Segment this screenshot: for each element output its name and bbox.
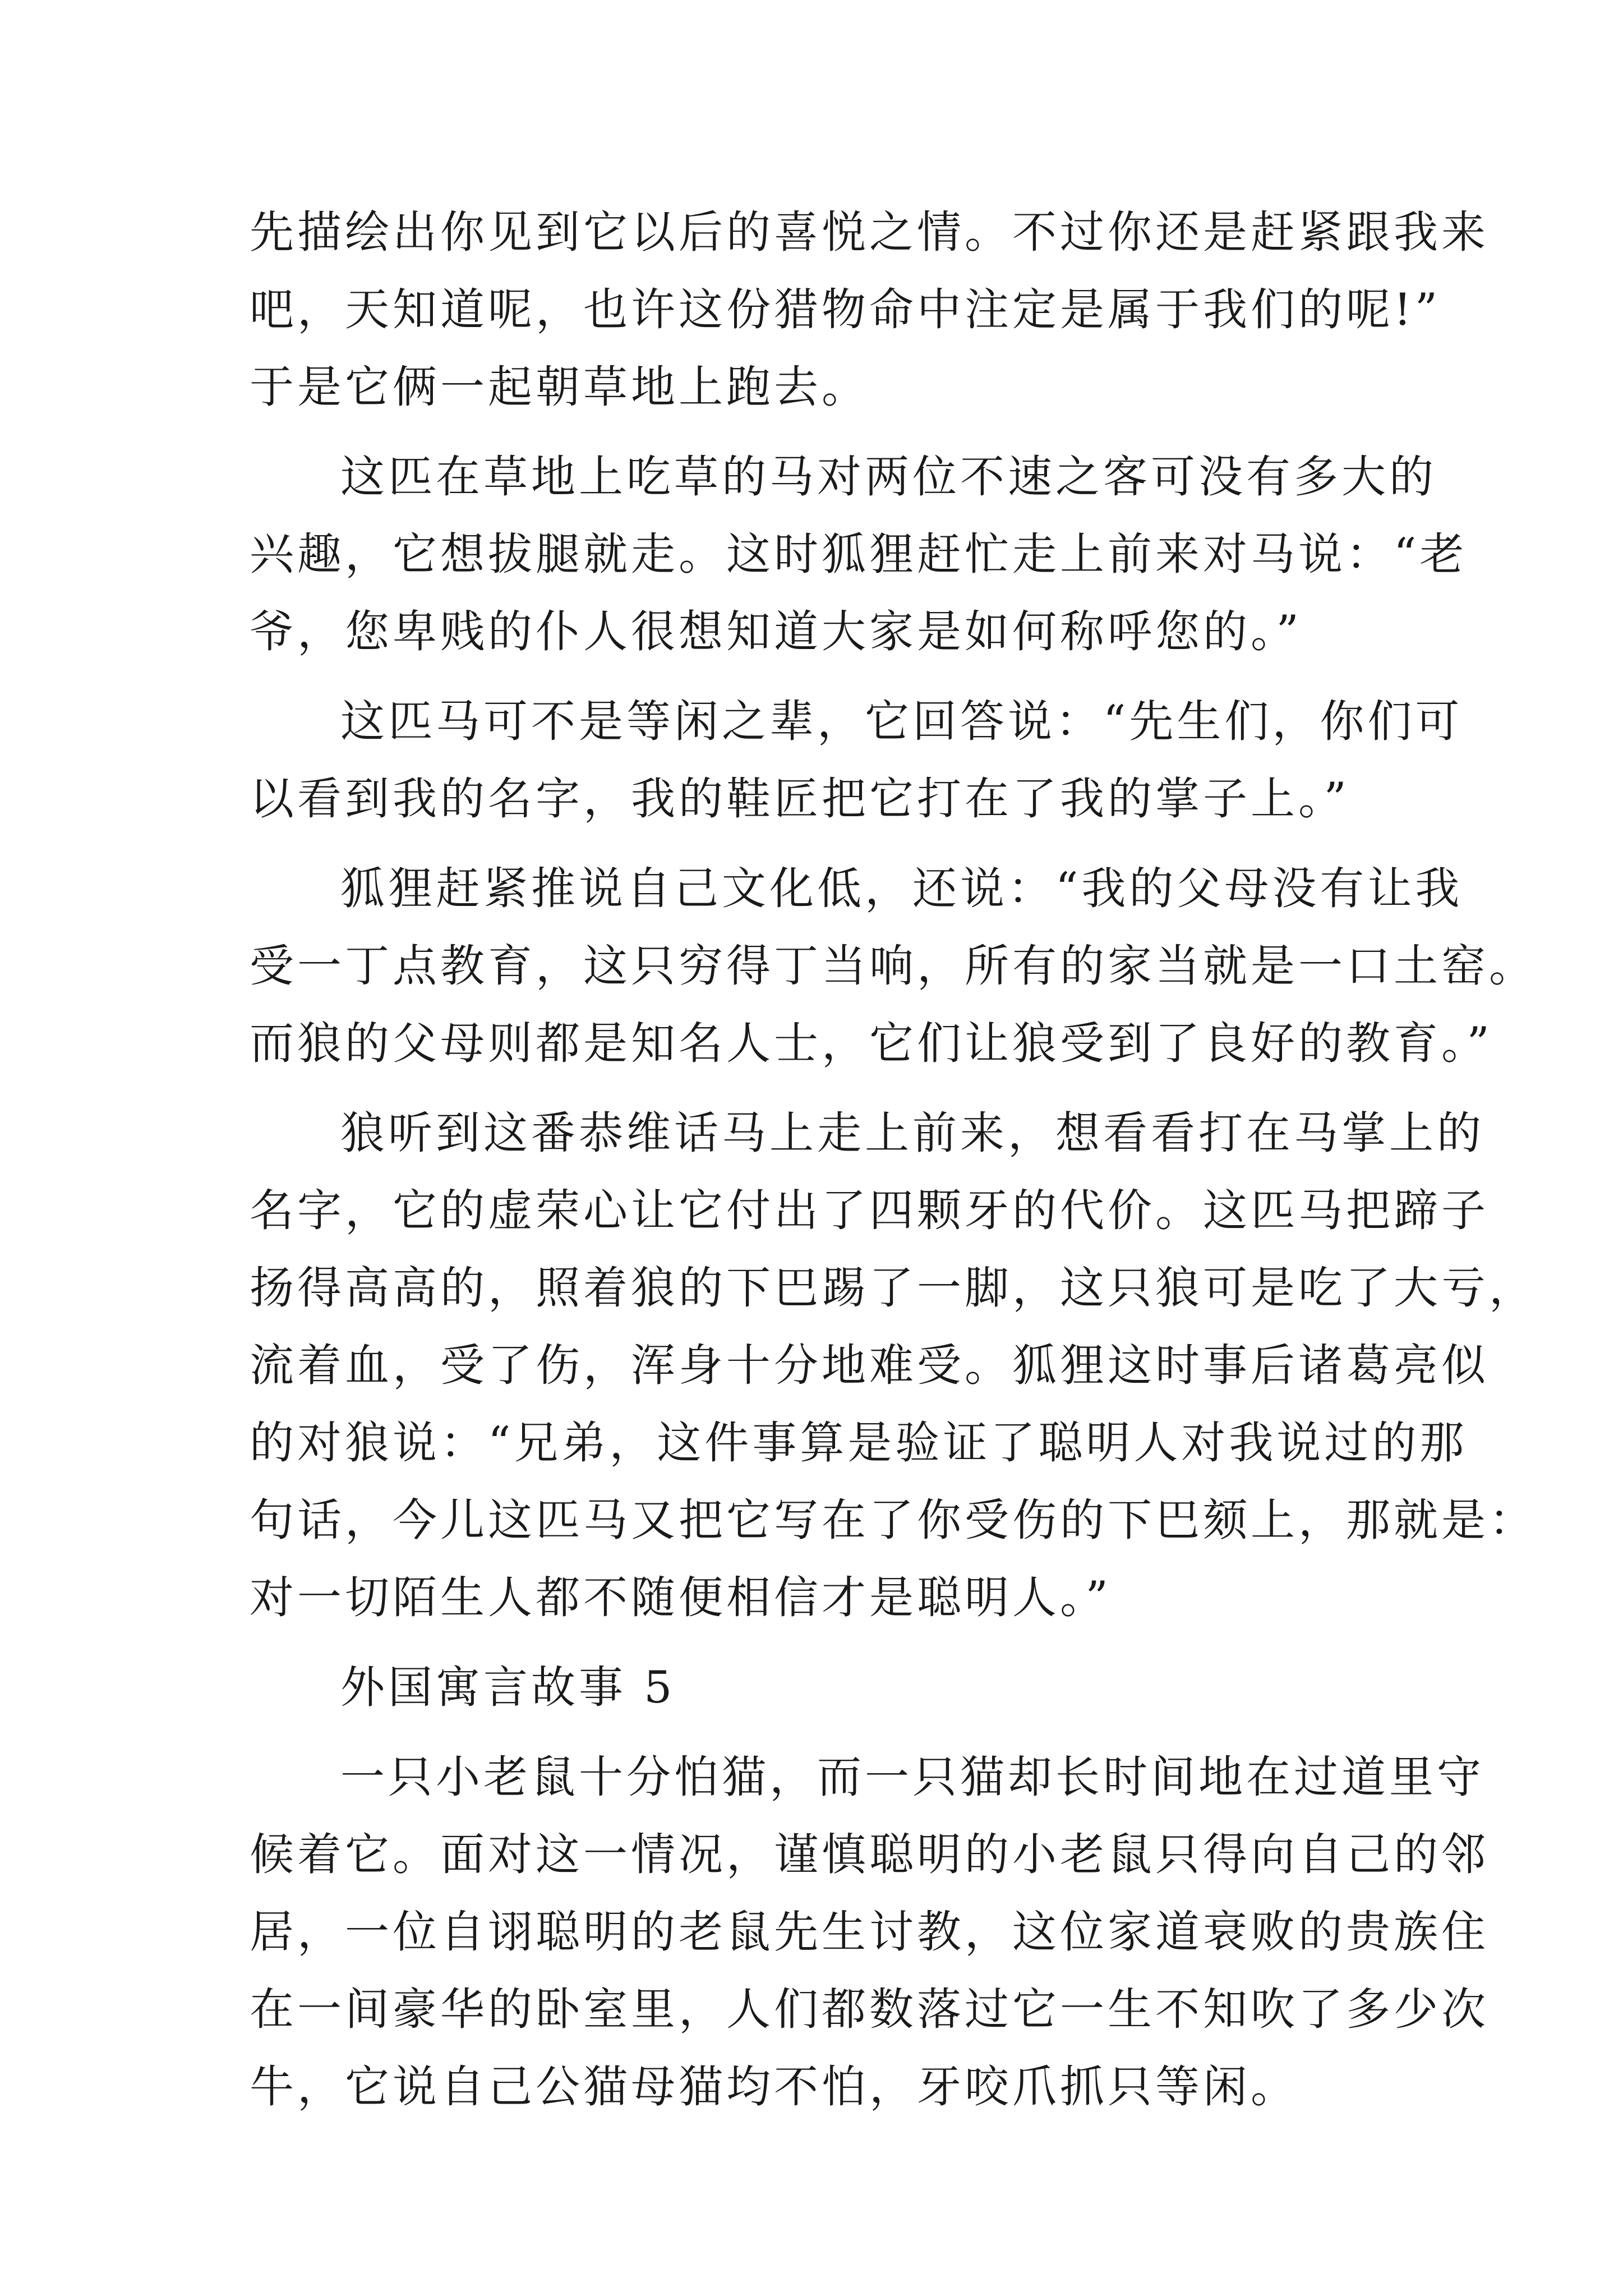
text-line: 爷，您卑贱的仆人很想知道大家是如何称呼您的。” <box>250 606 1302 657</box>
text-line: 候着它。面对这一情况，谨慎聪明的小老鼠只得向自己的邻 <box>250 1829 1489 1880</box>
paragraph-first-line: 这匹马可不是等闲之辈，它回答说：“先生们，你们可 <box>340 696 1463 747</box>
text-line: 名字，它的虚荣心让它付出了四颗牙的代价。这匹马把蹄子 <box>250 1185 1489 1236</box>
text-line: 兴趣，它想拔腿就走。这时狐狸赶忙走上前来对马说：“老 <box>250 528 1468 580</box>
text-line: 在一间豪华的卧室里，人们都数落过它一生不知吹了多少次 <box>250 1984 1489 2035</box>
text-line: 而狼的父母则都是知名人士，它们让狼受到了良好的教育。” <box>250 1018 1493 1069</box>
text-line: 扬得高高的，照着狼的下巴踢了一脚，这只狼可是吃了大亏， <box>250 1262 1537 1314</box>
text-line: 先描绘出你见到它以后的喜悦之情。不过你还是赶紧跟我来 <box>250 206 1489 258</box>
paragraph-first-line: 狼听到这番恭维话马上走上前来，想看看打在马掌上的 <box>340 1107 1484 1159</box>
text-line: 受一丁点教育，这只穷得丁当响，所有的家当就是一口土窑。 <box>250 940 1537 992</box>
text-line: 句话，今儿这匹马又把它写在了你受伤的下巴颏上，那就是： <box>250 1494 1537 1546</box>
text-line: 于是它俩一起朝草地上跑去。 <box>250 361 869 413</box>
paragraph-first-line: 外国寓言故事 5 <box>340 1662 676 1713</box>
text-line: 吧，天知道呢，也许这份猎物命中注定是属于我们的呢!” <box>250 284 1441 335</box>
document-body <box>250 194 1537 2125</box>
text-line: 居，一位自诩聪明的老鼠先生讨教，这位家道衰败的贵族住 <box>250 1906 1489 1958</box>
text-line: 以看到我的名字，我的鞋匠把它打在了我的掌子上。” <box>250 773 1350 825</box>
text-line: 的对狼说：“兄弟，这件事算是验证了聪明人对我说过的那 <box>250 1417 1468 1469</box>
text-line: 对一切陌生人都不随便相信才是聪明人。” <box>250 1572 1112 1623</box>
paragraph-first-line: 一只小老鼠十分怕猫，而一只猫却长时间地在过道里守 <box>340 1751 1484 1803</box>
text-line: 牛，它说自己公猫母猫均不怕，牙咬爪抓只等闲。 <box>250 2061 1298 2113</box>
paragraph-first-line: 狐狸赶紧推说自己文化低，还说：“我的父母没有让我 <box>340 863 1463 914</box>
text-line: 流着血，受了伤，浑身十分地难受。狐狸这时事后诸葛亮似 <box>250 1340 1489 1391</box>
paragraph-first-line: 这匹在草地上吃草的马对两位不速之客可没有多大的 <box>340 451 1437 503</box>
